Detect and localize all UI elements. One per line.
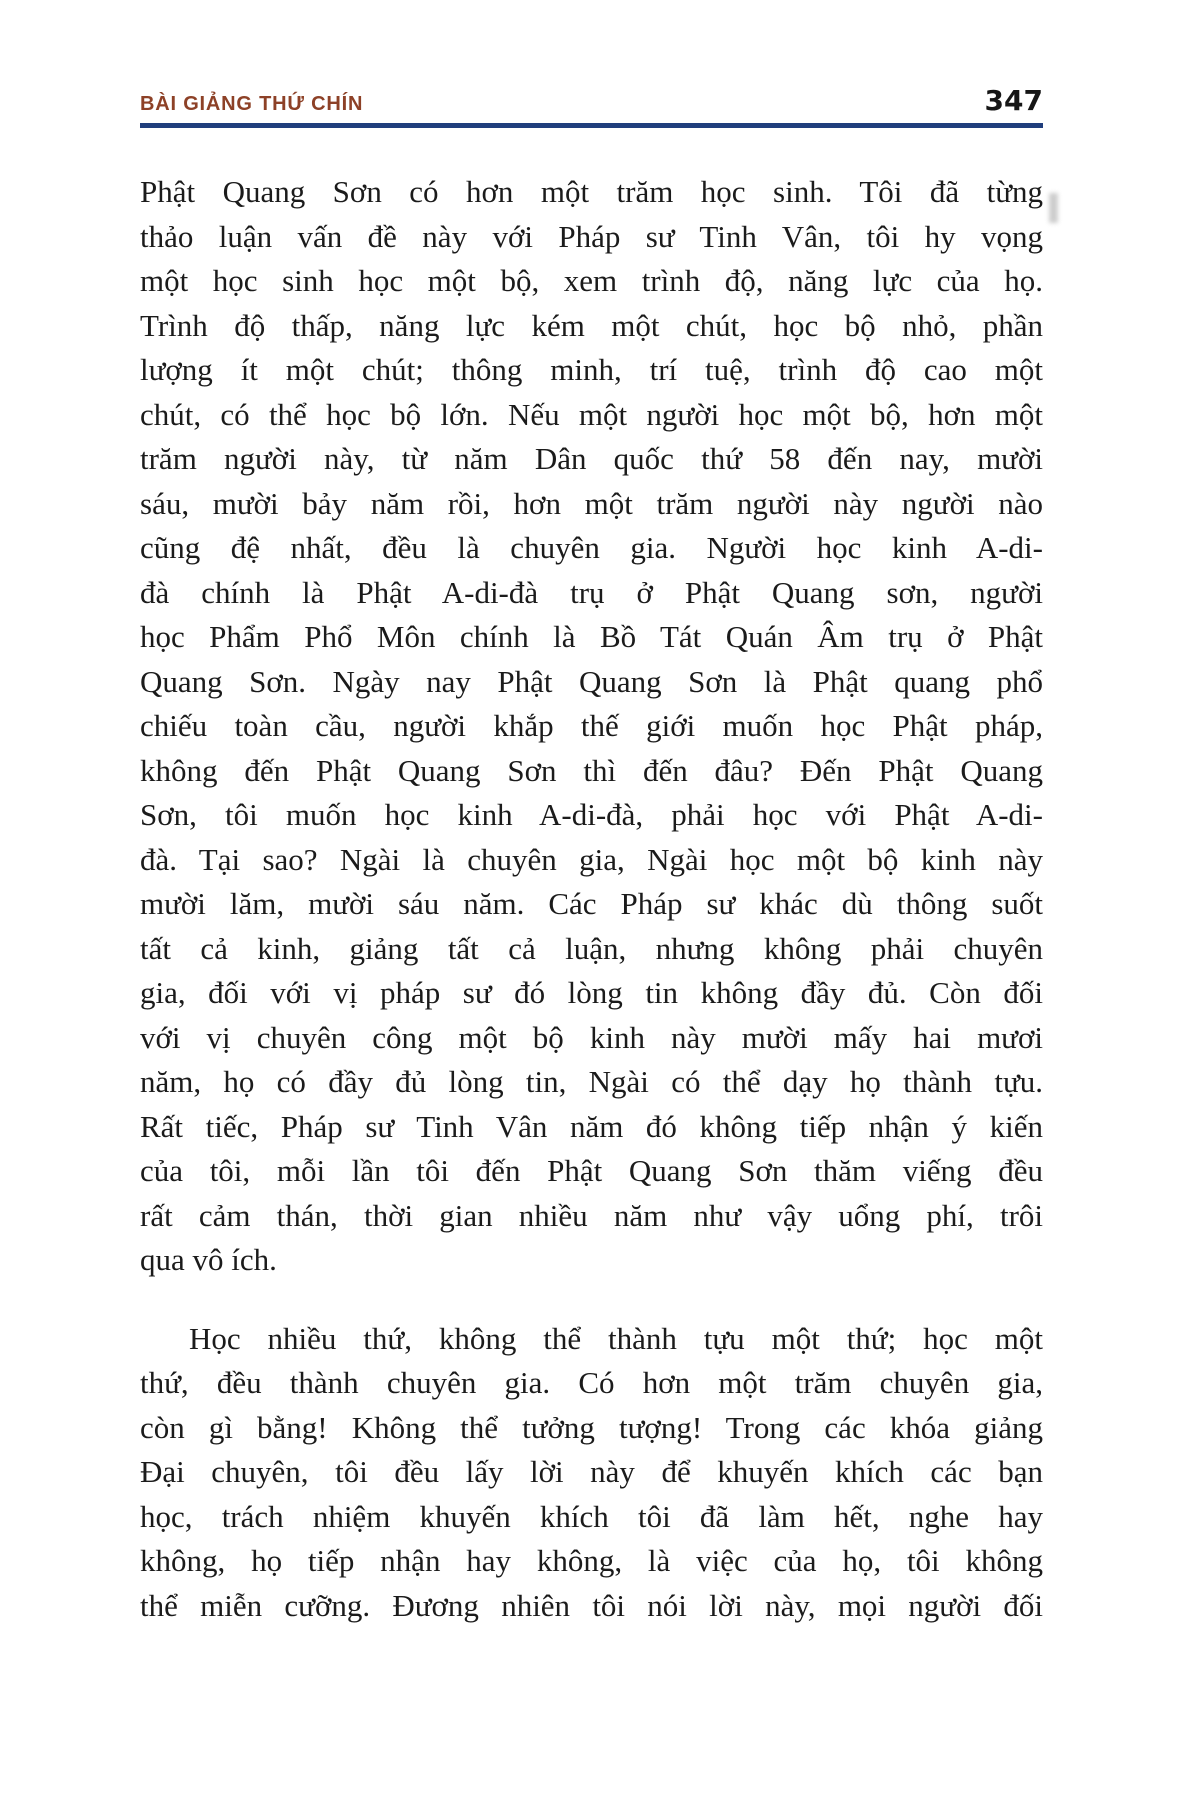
text-line: thứ, đều thành chuyên gia. Có hơn một trăm chuyên gia, [140, 1365, 1043, 1400]
text-line: không, họ tiếp nhận hay không, là việc của họ, tôi không [140, 1543, 1043, 1578]
text-line: với vị chuyên công một bộ kinh này mười mấy hai mươi [140, 1019, 1043, 1055]
text-line: gia, đối với vị pháp sư đó lòng tin không đầy đủ. Còn đối [140, 975, 1043, 1010]
text-line: lượng ít một chút; thông minh, trí tuệ, trình độ cao một [140, 352, 1043, 387]
body-text [140, 170, 1043, 1628]
text-line: thể miễn cưỡng. Đương nhiên tôi nói lời này, mọi người đối [140, 1587, 1043, 1623]
text-line: tất cả kinh, giảng tất cả luận, nhưng không phải chuyên [140, 930, 1043, 966]
text-line: chút, có thể học bộ lớn. Nếu một người học một bộ, hơn một [140, 396, 1043, 432]
text-line: mười lăm, mười sáu năm. Các Pháp sư khác dù thông suốt [140, 886, 1043, 921]
text-line: thảo luận vấn đề này với Pháp sư Tinh Vân, tôi hy vọng [140, 218, 1043, 254]
text-line: còn gì bằng! Không thể tưởng tượng! Trong các khóa giảng [140, 1409, 1043, 1445]
text-line: Trình độ thấp, năng lực kém một chút, học bộ nhỏ, phần [140, 307, 1043, 343]
page-number-label: 347 [984, 84, 1043, 117]
text-line: Sơn, tôi muốn học kinh A-di-đà, phải học với Phật A-di- [140, 797, 1043, 832]
text-line: không đến Phật Quang Sơn thì đến đâu? Đến Phật Quang [140, 752, 1043, 788]
text-line: rất cảm thán, thời gian nhiều năm như vậy uổng phí, trôi [140, 1197, 1043, 1233]
text-line: cũng đệ nhất, đều là chuyên gia. Người học kinh A-di- [140, 530, 1043, 565]
text-line: học Phẩm Phổ Môn chính là Bồ Tát Quán Âm trụ ở Phật [140, 619, 1043, 654]
text-line: Học nhiều thứ, không thể thành tựu một thứ; học một [189, 1320, 1043, 1356]
text-line: chiếu toàn cầu, người khắp thế giới muốn học Phật pháp, [140, 708, 1043, 743]
header-rule [140, 123, 1043, 128]
section-title: BÀI GIẢNG THỨ CHÍN [140, 93, 364, 115]
page-content [140, 86, 1043, 1628]
text-line: trăm người này, từ năm Dân quốc thứ 58 đến nay, mười [140, 441, 1043, 476]
paragraph [140, 1317, 1043, 1629]
page-header [140, 86, 1043, 116]
text-line: một học sinh học một bộ, xem trình độ, năng lực của họ. [140, 263, 1043, 298]
text-line: đà chính là Phật A-di-đà trụ ở Phật Quang sơn, người [140, 574, 1043, 610]
text-line: Phật Quang Sơn có hơn một trăm học sinh. Tôi đã từng [140, 174, 1043, 209]
text-line: của tôi, mỗi lần tôi đến Phật Quang Sơn thăm viếng đều [140, 1153, 1043, 1188]
text-line: qua vô ích. [140, 1242, 277, 1277]
text-line: Rất tiếc, Pháp sư Tinh Vân năm đó không tiếp nhận ý kiến [140, 1108, 1043, 1144]
text-line: đà. Tại sao? Ngài là chuyên gia, Ngài học một bộ kinh này [140, 841, 1043, 877]
scan-smudge-artifact [1049, 193, 1058, 223]
text-line: Quang Sơn. Ngày nay Phật Quang Sơn là Phật quang phổ [140, 663, 1043, 699]
text-line: Đại chuyên, tôi đều lấy lời này để khuyến khích các bạn [140, 1454, 1043, 1489]
text-line: năm, họ có đầy đủ lòng tin, Ngài có thể dạy họ thành tựu. [140, 1064, 1043, 1099]
text-line: học, trách nhiệm khuyến khích tôi đã làm hết, nghe hay [140, 1498, 1043, 1534]
text-line: sáu, mười bảy năm rồi, hơn một trăm người này người nào [140, 485, 1043, 521]
paragraph [140, 170, 1043, 1283]
